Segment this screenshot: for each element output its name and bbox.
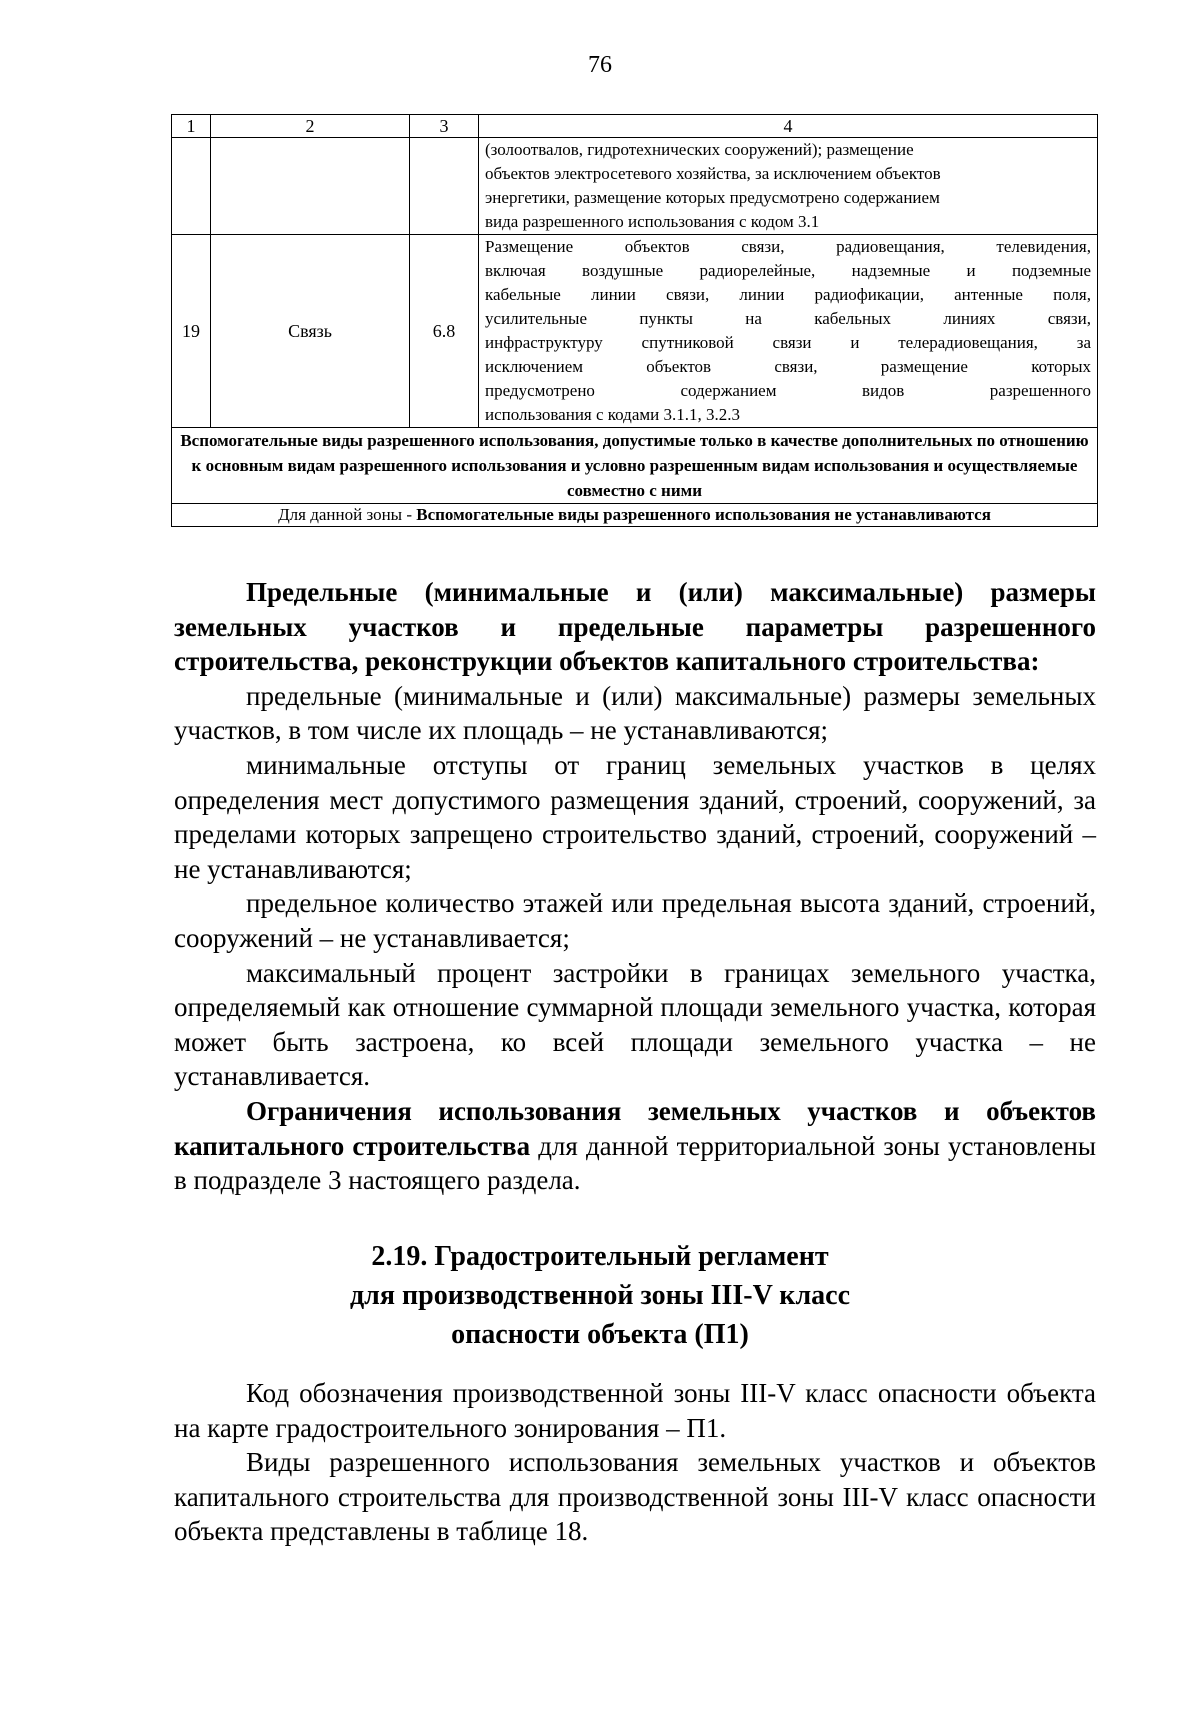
cell-name (211, 138, 410, 235)
page-number: 76 (588, 52, 612, 78)
description-line: включая воздушные радиорелейные, надземные и подземные (485, 261, 1091, 280)
description-line: исключением объектов связи, размещение которых (485, 357, 1091, 376)
description-line: Размещение объектов связи, радиовещания, телевидения, (485, 237, 1091, 256)
section-title-line: 2.19. Градостроительный регламент (371, 1241, 829, 1272)
limits-item: максимальный процент застройки в границах земельного участка, определяемый как отношение суммарной площади земельного участка, которая может быть застроена, ко всей площади земельного участка – не устанавливается. (174, 957, 1096, 1092)
header-col-1: 1 (172, 115, 211, 138)
restrictions-bold: Ограничения использования земельных участков и объектов капитального строительства (174, 1095, 1096, 1161)
cell-description (479, 235, 1098, 428)
restrictions-rest: для данной территориальной зоны установлены в подразделе 3 настоящего раздела. (174, 1130, 1096, 1196)
description-line: инфраструктуру спутниковой связи и телерадиовещания, за (485, 333, 1091, 352)
description-line: (золоотвалов, гидротехнических сооружений); размещение (485, 140, 914, 159)
description-line: энергетики, размещение которых предусмотрено содержанием (485, 188, 940, 207)
description-line: использования с кодами 3.1.1, 3.2.3 (485, 405, 740, 424)
table-row (172, 428, 1098, 504)
table-row (172, 235, 1098, 428)
zone-code-paragraph: Код обозначения производственной зоны III-V класс опасности объекта на карте градостроительного зонирования – П1. (174, 1378, 1096, 1443)
header-col-3: 3 (410, 115, 479, 138)
limits-item: предельные (минимальные и (или) максимальные) размеры земельных участков, в том числе их площадь – не устанавливаются; (174, 680, 1096, 746)
limits-item: предельное количество этажей или предельная высота зданий, строений, сооружений – не устанавливается; (174, 888, 1096, 953)
cell-description (479, 138, 1098, 235)
description-line: объектов электросетевого хозяйства, за исключением объектов (485, 164, 941, 183)
section-title-line: для производственной зоны III-V класс (349, 1280, 851, 1311)
aux-uses-note (172, 504, 1098, 527)
table-row (172, 138, 1098, 235)
header-col-2: 2 (211, 115, 410, 138)
permitted-uses-paragraph: Виды разрешенного использования земельных участков и объектов капитального строительства для производственной зоны III-V класс опасности объекта представлены в таблице 18. (174, 1447, 1096, 1547)
aux-note-prefix: Для данной зоны - (278, 505, 417, 524)
description-line: усилительные пункты на кабельных линиях связи, (485, 309, 1091, 328)
aux-note-bold: Вспомогательные виды разрешенного использования не устанавливаются (416, 505, 991, 524)
description-line: кабельные линии связи, линии радиофикации, антенные поля, (485, 285, 1091, 304)
cell-code (410, 138, 479, 235)
limits-heading: Предельные (минимальные и (или) максимальные) размеры земельных участков и предельные параметры разрешенного строительства, реконструкции объектов капитального строительства: (174, 577, 1096, 677)
table-header-row (172, 115, 1098, 138)
table-row (172, 504, 1098, 527)
cell-number (172, 138, 211, 235)
description-line: предусмотрено содержанием видов разрешенного (485, 381, 1091, 400)
permitted-use-table (171, 114, 1098, 527)
limits-section (174, 575, 1096, 1198)
description-line: вида разрешенного использования с кодом 3.1 (485, 212, 820, 231)
section-title (0, 1237, 1200, 1354)
header-col-4: 4 (479, 115, 1098, 138)
restrictions-paragraph (174, 1094, 1096, 1198)
section-title-line: опасности объекта (П1) (451, 1319, 749, 1350)
cell-number: 19 (172, 235, 211, 428)
section-2-19-body (174, 1376, 1096, 1549)
cell-name: Связь (211, 235, 410, 428)
aux-uses-heading: Вспомогательные виды разрешенного использования, допустимые только в качестве дополнительных по отношению к основным видам разрешенного использования и условно разрешенным видам использования и осуществляемые совместно с ними (172, 428, 1098, 504)
limits-item: минимальные отступы от границ земельных участков в целях определения мест допустимого размещения зданий, строений, сооружений, за пределами которых запрещено строительство зданий, строений, сооружений – не устанавливаются; (174, 749, 1096, 884)
cell-code: 6.8 (410, 235, 479, 428)
